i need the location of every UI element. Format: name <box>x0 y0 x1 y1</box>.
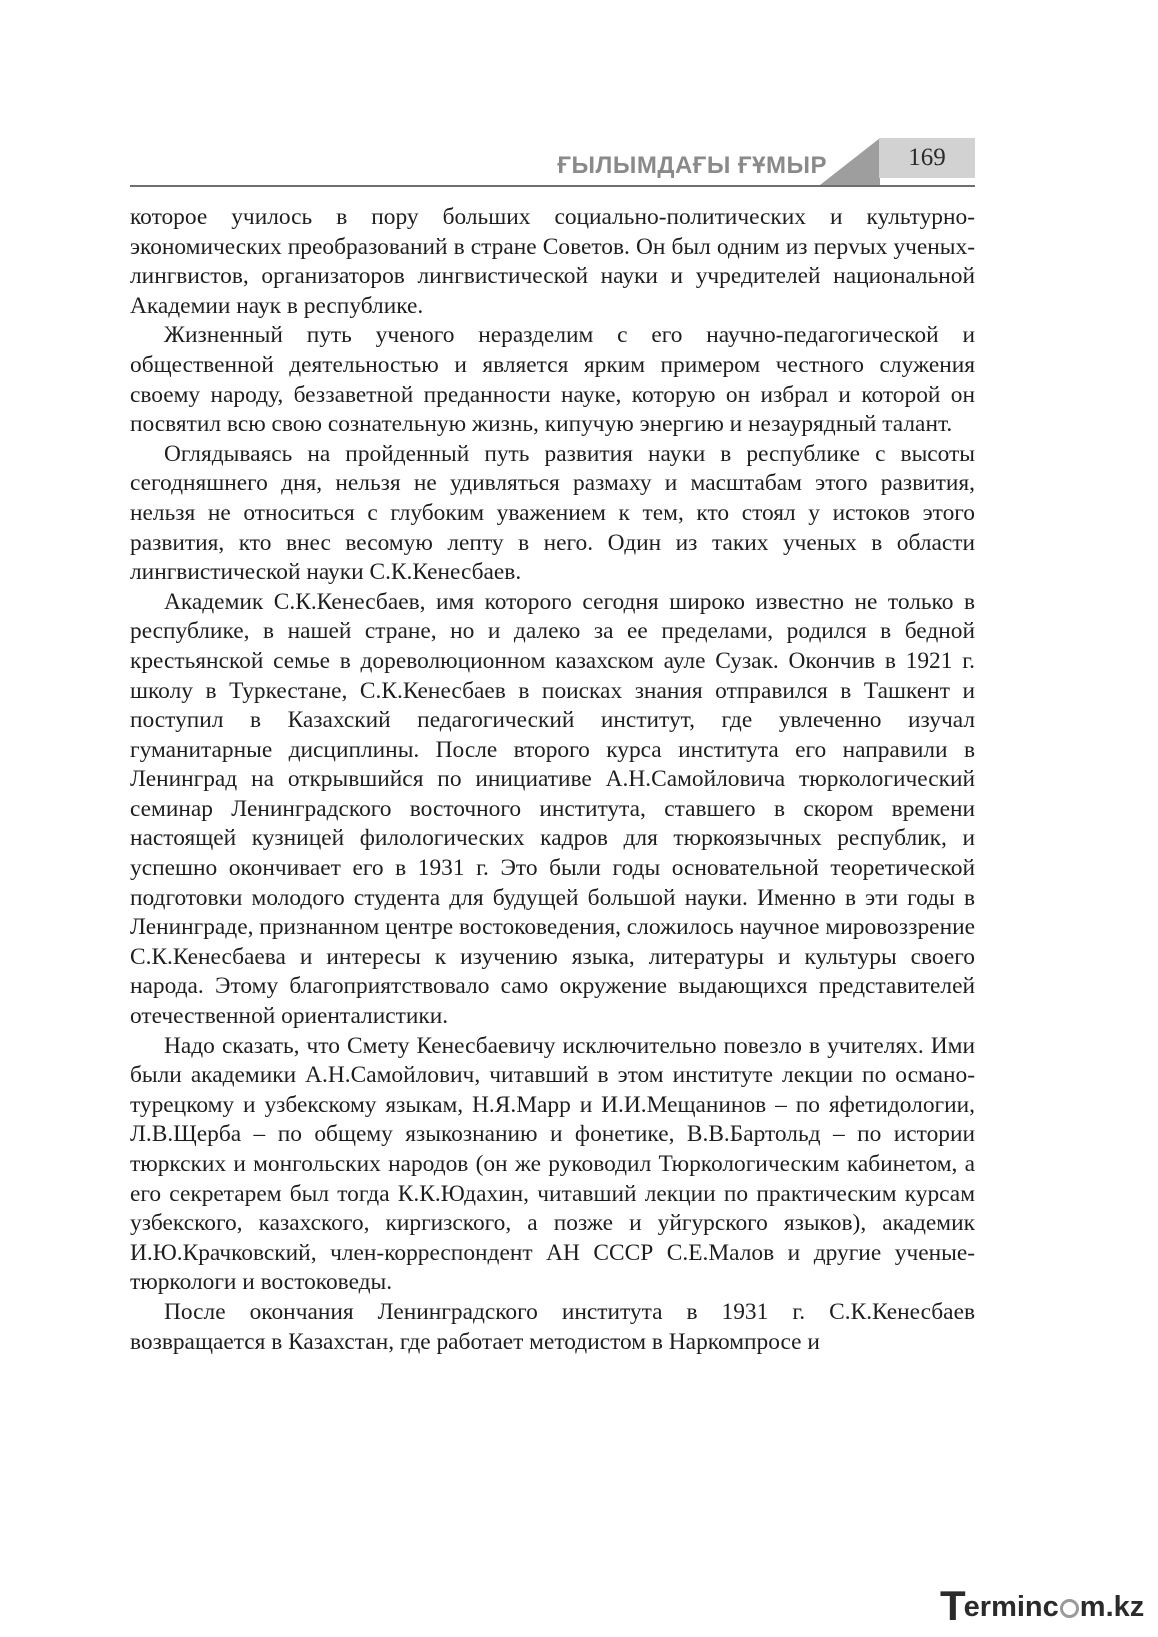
termincom-watermark <box>940 1584 1144 1628</box>
paragraph-4: Академик С.К.Кенесбаев, имя которого сегодня широко известно не только в республике, в нашей стране, но и далеко за ее пределами, родился в бедной крестьянской семье в дореволюционном казахском ауле Сузак. Окончив в 1921 г. школу в Туркестане, С.К.Кенесбаев в поисках знания отправился в Ташкент и поступил в Казахский педагогический институт, где увлеченно изучал гуманитарные дисциплины. После второго курса института его направили в Ленинград на открывшийся по инициативе А.Н.Самойловича тюркологический семинар Ленинградского восточного института, ставшего в скором времени настоящей кузницей филологических кадров для тюркоязычных республик, и успешно окончивает его в 1931 г. Это были годы основательной теоретической подготовки молодого студента для будущей большой науки. Именно в эти годы в Ленинграде, признанном центре востоковедения, сложилось научное мировоззрение С.К.Кенесбаева и интересы к изучению языка, литературы и культуры своего народа. Этому благоприятствовало само окружение выдающихся представителей отечественной ориенталистики. <box>130 588 975 1030</box>
header-rule <box>130 185 975 187</box>
section-title: ҒЫЛЫМДАҒЫ ҒҰМЫР <box>557 152 827 179</box>
watermark-text-3: m.kz <box>1079 1591 1145 1623</box>
watermark-letter-t: T <box>940 1582 966 1629</box>
main-text <box>130 203 975 1357</box>
watermark-o-ring-icon <box>1060 1599 1079 1618</box>
paragraph-2: Жизненный путь ученого неразделим с его научно-педагогической и общественной деятельностью и является ярким примером честного служения своему народу, беззаветной преданности науке, которую он избрал и которой он посвятил всю свою сознательную жизнь, кипучую энергию и незаурядный талант. <box>130 322 975 438</box>
paragraph-5: Надо сказать, что Смету Кенесбаевичу исключительно повезло в учителях. Ими были академики А.Н.Самойлович, читавший в этом институте лекции по османо-турецкому и узбекскому языкам, Н.Я.Марр и И.И.Мещанинов – по яфетидологии, Л.В.Щерба – по общему языкознанию и фонетике, В.В.Бартольд – по истории тюркских и монгольских народов (он же руководил Тюркологическим кабинетом, а его секретарем был тогда К.К.Юдахин, читавший лекции по практическим курсам узбекского, казахского, киргизского, а позже и уйгурского языков), академик И.Ю.Крачковский, член-корреспондент АН СССР С.Е.Малов и другие ученые-тюркологи и востоковеды. <box>130 1032 975 1296</box>
running-header <box>130 138 975 187</box>
paragraph-1: которое училось в пору больших социально-политических и культурно-экономических преобразований в стране Советов. Он был одним из перvых ученых-лингвистов, организаторов лингвистической науки и учредителей национальной Академии наук в республике. <box>130 204 975 319</box>
page-number: 169 <box>879 138 975 178</box>
watermark-text-1: ermin <box>963 1591 1043 1623</box>
paragraph-3: Оглядываясь на пройденный путь развития науки в республике с высоты сегодняшнего дня, нельзя не удивляться размаху и масштабам этого развития, нельзя не относиться с глубоким уважением к тем, кто стоял у истоков этого развития, кто внес весомую лепту в него. Один из таких ученых в области лингвистической науки С.К.Кенесбаев. <box>130 440 975 586</box>
paragraph-6: После окончания Ленинградского института в 1931 г. С.К.Кенесбаев возвращается в Казахстан, где работает методистом в Наркомпросе и <box>130 1298 975 1355</box>
watermark-text-2: c <box>1042 1591 1059 1623</box>
header-wedge-decoration <box>820 138 880 185</box>
